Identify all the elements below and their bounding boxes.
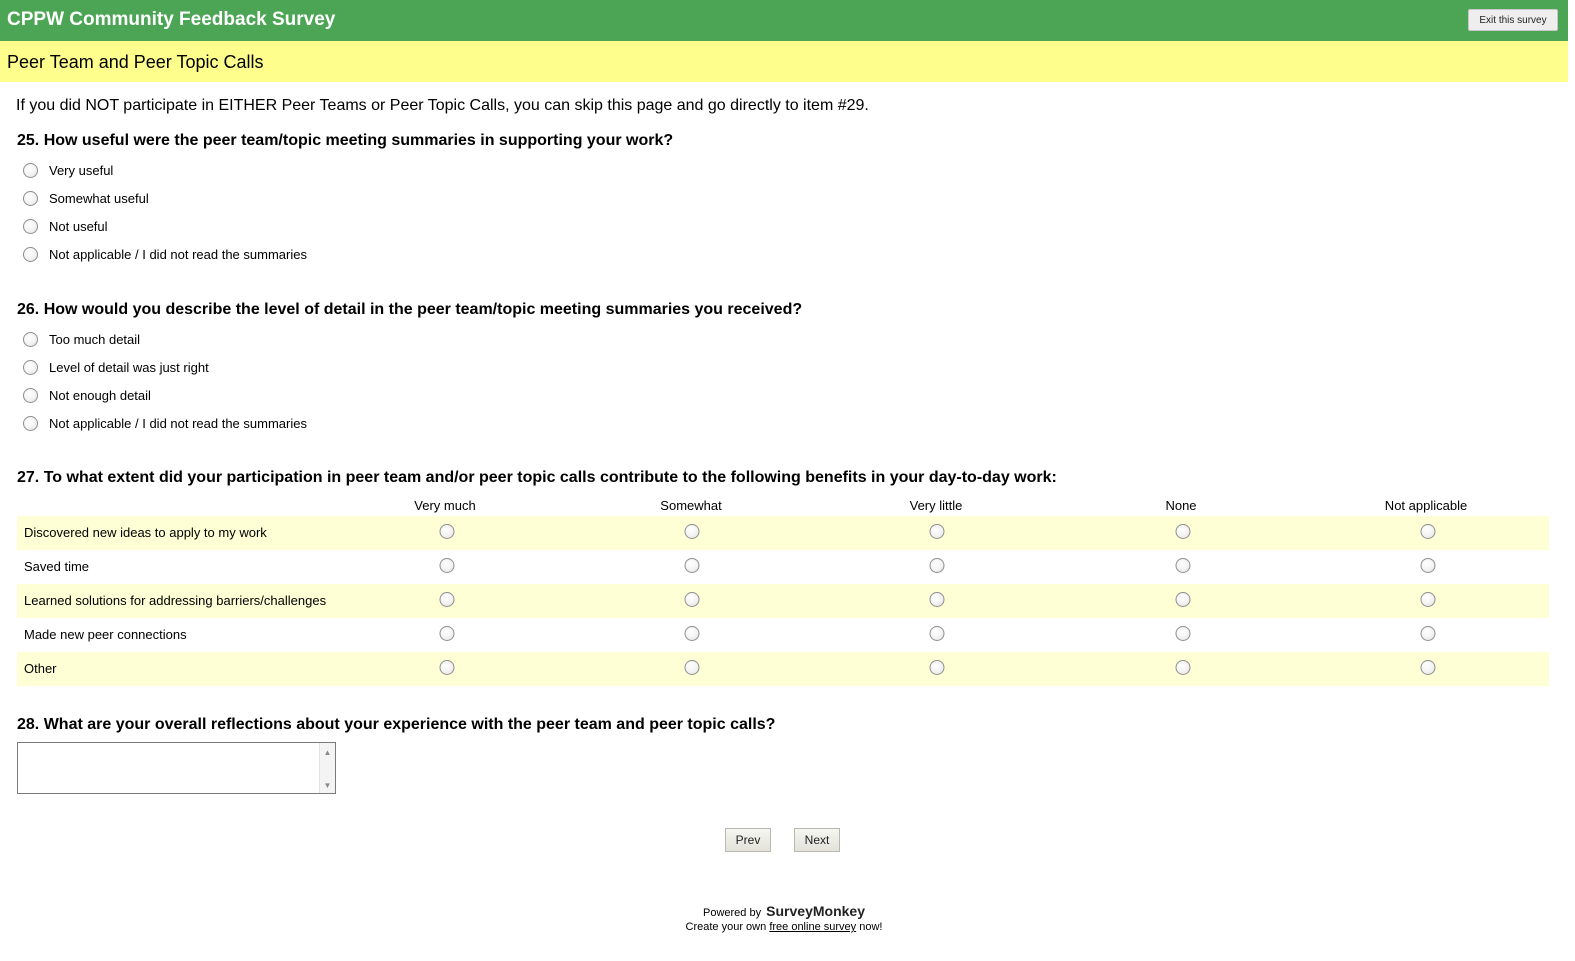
page-title: Peer Team and Peer Topic Calls <box>7 52 264 72</box>
matrix-column-not-applicable: Not applicable <box>1384 498 1468 513</box>
matrix-row-new-ideas <box>17 516 1549 550</box>
page-title-bar <box>0 41 1568 82</box>
survey-header-bar <box>0 0 1568 41</box>
radio-very-much[interactable] <box>440 524 455 539</box>
matrix-column-very-little: Very little <box>909 498 963 513</box>
matrix-row-label: Discovered new ideas to apply to my work <box>24 525 267 540</box>
radio-somewhat[interactable] <box>685 626 700 641</box>
question-26-title: 26. How would you describe the level of detail in the peer team/topic meeting summaries you received? <box>17 301 803 318</box>
radio-very-much[interactable] <box>440 660 455 675</box>
radio-very-little[interactable] <box>930 592 945 607</box>
radio-not-applicable[interactable] <box>1421 558 1436 573</box>
q28-answer-box <box>17 742 336 794</box>
q25-option-not-applicable[interactable] <box>23 244 307 264</box>
radio-button[interactable] <box>23 247 38 262</box>
option-label: Level of detail was just right <box>49 359 209 375</box>
survey-title: CPPW Community Feedback Survey <box>7 9 336 30</box>
option-label: Somewhat useful <box>49 190 149 206</box>
matrix-column-very-much: Very much <box>414 498 476 513</box>
matrix-row-label: Other <box>24 661 57 676</box>
radio-none[interactable] <box>1176 592 1191 607</box>
radio-somewhat[interactable] <box>685 558 700 573</box>
powered-by-line <box>0 903 1568 919</box>
question-25-title: 25. How useful were the peer team/topic meeting summaries in supporting your work? <box>17 132 674 149</box>
scroll-down-arrow-icon[interactable]: ▼ <box>323 780 332 790</box>
q25-option-not-useful[interactable] <box>23 216 108 236</box>
q25-option-very-useful[interactable] <box>23 160 113 180</box>
option-label: Not enough detail <box>49 387 151 403</box>
q28-answer-textarea[interactable] <box>18 743 320 793</box>
option-label: Not useful <box>49 218 108 234</box>
radio-somewhat[interactable] <box>685 660 700 675</box>
q25-option-somewhat-useful[interactable] <box>23 188 149 208</box>
q26-option-not-enough-detail[interactable] <box>23 385 151 405</box>
matrix-column-none: None <box>1165 498 1197 513</box>
option-label: Not applicable / I did not read the summaries <box>49 415 307 431</box>
textarea-scrollbar[interactable] <box>319 743 335 793</box>
create-suffix-text: now! <box>859 921 883 933</box>
radio-very-little[interactable] <box>930 660 945 675</box>
q26-option-just-right[interactable] <box>23 357 209 377</box>
free-online-survey-link[interactable]: free online survey <box>769 921 857 933</box>
matrix-row-label: Made new peer connections <box>24 627 187 642</box>
question-28-title: 28. What are your overall reflections about your experience with the peer team and peer topic calls? <box>17 716 776 733</box>
radio-none[interactable] <box>1176 660 1191 675</box>
radio-not-applicable[interactable] <box>1421 592 1436 607</box>
option-label: Too much detail <box>49 331 141 347</box>
radio-very-much[interactable] <box>440 626 455 641</box>
matrix-row-other <box>17 652 1549 686</box>
radio-button[interactable] <box>23 416 38 431</box>
radio-very-much[interactable] <box>440 592 455 607</box>
radio-very-little[interactable] <box>930 626 945 641</box>
radio-button[interactable] <box>23 360 38 375</box>
radio-none[interactable] <box>1176 626 1191 641</box>
scroll-up-arrow-icon[interactable]: ▲ <box>323 747 332 757</box>
page-intro-text: If you did NOT participate in EITHER Peer Teams or Peer Topic Calls, you can skip this page and go directly to item #29. <box>16 97 869 114</box>
matrix-row-learned-solutions <box>17 584 1549 618</box>
create-survey-line <box>0 921 1568 933</box>
radio-none[interactable] <box>1176 524 1191 539</box>
radio-very-much[interactable] <box>440 558 455 573</box>
radio-somewhat[interactable] <box>685 524 700 539</box>
radio-very-little[interactable] <box>930 558 945 573</box>
powered-by-text: Powered by <box>703 907 762 919</box>
radio-somewhat[interactable] <box>685 592 700 607</box>
matrix-row-label: Learned solutions for addressing barriers/challenges <box>24 593 327 608</box>
surveymonkey-logo[interactable]: SurveyMonkey <box>766 903 865 919</box>
matrix-row-peer-connections <box>17 618 1549 652</box>
matrix-row-saved-time <box>17 550 1549 584</box>
q27-rating-matrix <box>17 496 1549 686</box>
option-label: Not applicable / I did not read the summaries <box>49 246 307 262</box>
radio-button[interactable] <box>23 332 38 347</box>
radio-very-little[interactable] <box>930 524 945 539</box>
radio-button[interactable] <box>23 163 38 178</box>
matrix-column-somewhat: Somewhat <box>660 498 722 513</box>
prev-button[interactable]: Prev <box>725 828 771 852</box>
radio-not-applicable[interactable] <box>1421 660 1436 675</box>
radio-not-applicable[interactable] <box>1421 626 1436 641</box>
radio-button[interactable] <box>23 388 38 403</box>
create-prefix-text: Create your own <box>685 921 767 933</box>
exit-survey-button[interactable]: Exit this survey <box>1468 9 1558 31</box>
matrix-row-label: Saved time <box>24 559 90 574</box>
q26-option-too-much-detail[interactable] <box>23 329 140 349</box>
next-button[interactable]: Next <box>794 828 840 852</box>
q26-option-not-applicable[interactable] <box>23 413 307 433</box>
option-label: Very useful <box>49 162 114 178</box>
radio-not-applicable[interactable] <box>1421 524 1436 539</box>
radio-none[interactable] <box>1176 558 1191 573</box>
matrix-header-row <box>17 496 1549 516</box>
radio-button[interactable] <box>23 191 38 206</box>
radio-button[interactable] <box>23 219 38 234</box>
question-27-title: 27. To what extent did your participation in peer team and/or peer topic calls contribute to the following benefits in your day-to-day work: <box>17 469 1057 486</box>
